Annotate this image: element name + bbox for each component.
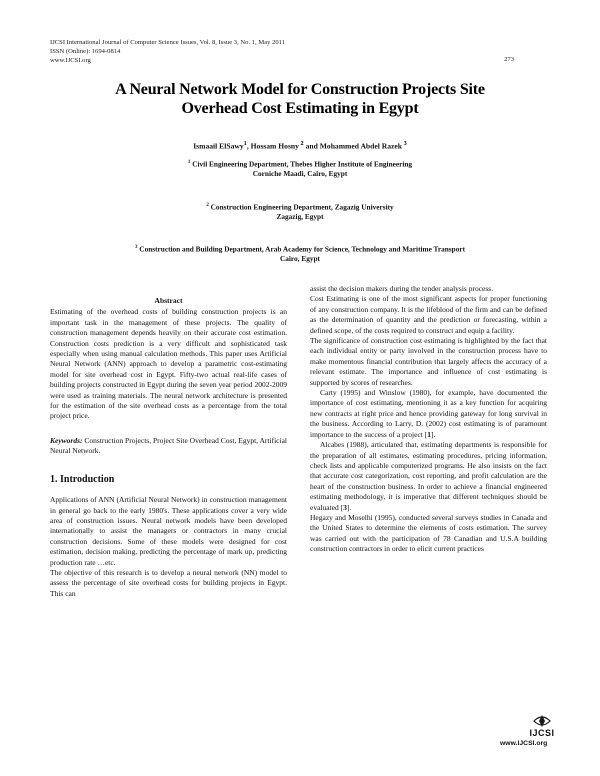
author-sup: 3 bbox=[402, 140, 407, 147]
body-paragraph: assist the decision makers during the tender analysis process. bbox=[310, 284, 494, 293]
keywords-label: Keywords: bbox=[50, 435, 83, 445]
paragraph-text: Alcabes (1988), articulated that, estimating departments is responsible for the preparation of all estimates, estimating procedures, pricing information, check lists and applicable computerized programs. He also insists on the fact that accurate cost categorization, cost reporting, and profit calculation are the heart of the construction business. In order to achieve a financial engineered estimating methodology, it is imperative that different techniques should be evaluated [ bbox=[310, 440, 547, 512]
paragraph-text: Carty (1995) and Winslow (1980), for example, have documented the importance of cost estimating, mentioning it as a key function for acquiring new contracts at right price and hence providing gateway for long survival in the business. According to Larry, D. (2002) cost estimating is of paramount importance to the success of a project [ bbox=[310, 388, 547, 439]
affiliation-2 bbox=[40, 201, 560, 222]
author-name: Ismaail ElSawy bbox=[193, 141, 244, 151]
affiliation-line: Cairo, Egypt bbox=[279, 254, 320, 264]
affiliation-1 bbox=[40, 158, 560, 179]
affiliation-line: Civil Engineering Department, Thebes Higher Institute of Engineering bbox=[190, 159, 413, 169]
ijcsi-logo bbox=[519, 714, 565, 738]
body-paragraph: The significance of construction cost estimating is highlighted by the fact that each individual entity or party involved in the construction process have to make momentous financial contribution that largely affects the accuracy of a relevant estimate. The importance and influence of cost estimating is supported by scores of researches. bbox=[310, 336, 547, 387]
journal-name: IJCSI International Journal of Computer Science Issues, Vol. 8, Issue 3, No. 1, May 2011 bbox=[50, 39, 286, 46]
affiliation-3 bbox=[40, 243, 560, 264]
keywords bbox=[50, 436, 287, 457]
paragraph-text: ]. bbox=[346, 502, 352, 512]
body-paragraph bbox=[310, 388, 547, 440]
section-heading-introduction: 1. Introduction bbox=[50, 473, 115, 485]
intro-paragraph: The objective of this research is to develop a neural network (NN) model to assess the percentage of site overhead costs for building projects in Egypt. This can bbox=[50, 567, 287, 598]
paper-title bbox=[40, 80, 560, 118]
journal-issn: ISSN (Online): 1694-0814 bbox=[50, 48, 121, 55]
affiliation-sup: 2 bbox=[206, 203, 209, 208]
right-column bbox=[310, 284, 547, 555]
affiliation-line: Corniche Maadi, Cairo, Egypt bbox=[252, 169, 348, 179]
journal-url: www.IJCSI.org bbox=[50, 57, 91, 64]
affiliation-line: Zagazig, Egypt bbox=[276, 212, 324, 222]
citation-ref: 3 bbox=[343, 502, 347, 512]
affiliation-sup: 3 bbox=[134, 245, 138, 250]
title-line-2: Overhead Cost Estimating in Egypt bbox=[181, 100, 419, 117]
left-column bbox=[50, 296, 287, 599]
body-paragraph: Hegazy and Moselhi (1995), conducted several surveys studies in Canada and the United States to determine the elements of costs estimation. The survey was carried out with the participation of 78 Canadian and U.S.A building construction contractors in order to elicit current practices bbox=[310, 512, 547, 554]
logo-emblem-icon bbox=[531, 714, 553, 728]
author-list bbox=[40, 140, 560, 151]
author-sup: 2 bbox=[298, 140, 304, 147]
citation-ref: 1 bbox=[427, 429, 431, 439]
page-number: 273 bbox=[504, 56, 514, 63]
affiliation-line: Construction Engineering Department, Zagazig University bbox=[208, 202, 394, 212]
body-paragraph: Cost Estimating is one of the most significant aspects for proper functioning of any construction company. It is the lifeblood of the firm and can be defined as the determination of quantity and the prediction or forecasting, within a defined scope, of the costs required to construct and equip a facility. bbox=[310, 294, 547, 335]
author-name: , Hossam Hosny bbox=[246, 141, 299, 151]
author-name: and Mohammed Abdel Razek bbox=[303, 141, 403, 151]
affiliation-line: Construction and Building Department, Arab Academy for Science, Technology and Maritime Transport bbox=[137, 244, 466, 254]
keywords-text: Construction Projects, Project Site Overhead Cost, Egypt, Artificial Neural Network. bbox=[50, 435, 287, 456]
intro-paragraph: Applications of ANN (Artificial Neural Network) in construction management in general go back to the early 1980's. These applications cover a very wide area of construction issues. Neural network models have been developed internationally to assist the managers or contractors in many crucial construction decisions. Some of these models were designed for cost estimation, decision making, predicting the percentage of mark up, predicting production rate …etc. bbox=[50, 495, 287, 567]
author-sup: 1 bbox=[243, 140, 247, 147]
paragraph-text: ]. bbox=[431, 429, 436, 439]
body-paragraph bbox=[310, 440, 547, 513]
logo-text: IJCSI bbox=[529, 728, 555, 738]
journal-header bbox=[50, 38, 285, 65]
title-line-1: A Neural Network Model for Construction Projects Site bbox=[115, 81, 485, 98]
affiliation-sup: 1 bbox=[187, 160, 191, 165]
abstract-text: Estimating of the overhead costs of building construction projects is an important task in the management of these projects. The quality of construction management depends heavily on their accurate cost estimation. Construction costs prediction is a very difficult and sophisticated task especially when using manual calculation methods. This paper uses Artificial Neural Network (ANN) approach to develop a parametric cost-estimating model for site overhead cost in Egypt. Fifty-two actual real-life cases of building projects constructed in Egypt during the seven year period 2002-2009 were used as training materials. The neural network architecture is presented for the estimation of the site overhead costs as a percentage from the total project price. bbox=[50, 307, 287, 421]
logo-url: www.IJCSI.org bbox=[500, 740, 548, 747]
abstract-heading: Abstract bbox=[154, 296, 183, 305]
